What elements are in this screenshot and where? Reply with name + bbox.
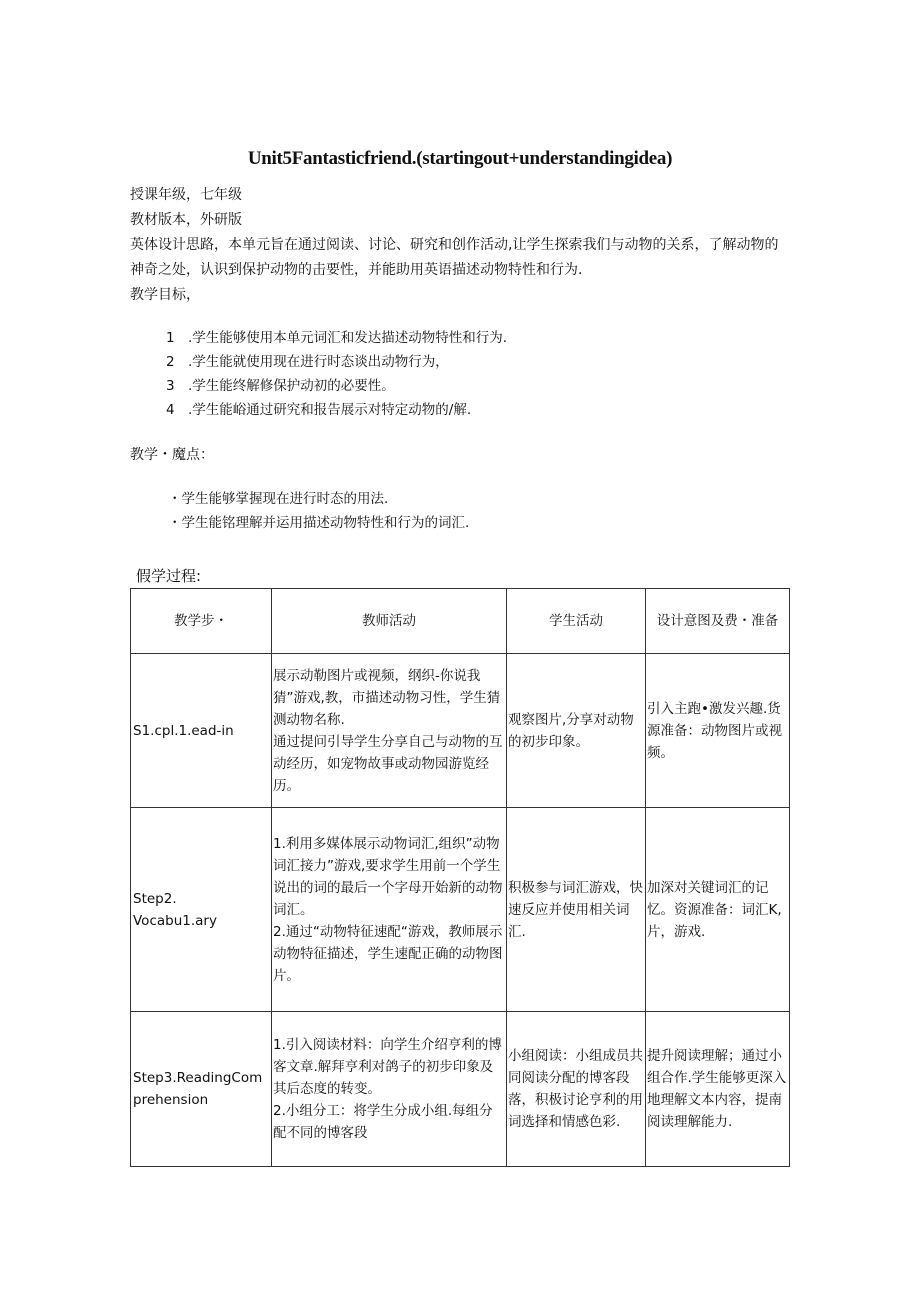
- cell-student: 观察图片,分享对动物的初步印象。: [507, 654, 646, 808]
- teacher-activity: 2.小组分工：将学生分成小组.每组分配不同的博客段: [273, 1103, 493, 1141]
- cell-step: S1.cpl.1.ead-in: [131, 654, 272, 808]
- goal-text: .学生能够使用本单元词汇和发达描述动物特性和行为.: [188, 330, 508, 346]
- goal-number: 2: [166, 354, 175, 370]
- cell-student: 小组阅读：小组成员共同阅读分配的博客段落，积极讨论亨利的用词选择和情感色彩.: [507, 1012, 646, 1167]
- cell-student: 积极参与词汇游戏，快速反应并使用相关词汇.: [507, 808, 646, 1012]
- table-row: [131, 808, 790, 1012]
- cell-step: Step3.ReadingComprehension: [131, 1012, 272, 1167]
- teacher-activity: 1.引入阅读材料：向学生介绍亨利的博客文章.解拜亨利对鸽子的初步印象及其后态度的转变。: [273, 1037, 502, 1097]
- cell-design: 引入主跑•激发兴趣.货源准备：动物图片或视频。: [646, 654, 790, 808]
- teacher-activity: 1.利用多媒体展示动物词汇,组织”动物词汇接力”游戏,要求学生用前一个学生说出的词的最后一个字母开始新的动物词汇。: [273, 835, 503, 918]
- header-student: 学生活动: [507, 589, 646, 654]
- goal-number: 4: [166, 402, 175, 418]
- grade-line: 授课年级，七年级: [130, 187, 242, 203]
- teacher-activity: 2.通过“动物特征速配“游戏，教师展示动物特征描述，学生速配正确的动物图片。: [273, 923, 503, 984]
- goal-item: [166, 398, 471, 422]
- header-teacher: 教师活动: [272, 589, 507, 654]
- cell-step: Step2. Vocabu1.ary: [131, 808, 272, 1012]
- document-title: Unit5Fantasticfriend.(startingout+understandingidea): [247, 148, 673, 169]
- table-row: [131, 654, 790, 808]
- goal-item: [166, 350, 449, 374]
- table-header-row: [131, 589, 790, 654]
- goal-text: .学生能就使用现在进行时态谈出动物行为，: [188, 354, 449, 370]
- table-row: [131, 1012, 790, 1167]
- cell-teacher: [272, 654, 507, 808]
- cell-teacher: [272, 808, 507, 1012]
- process-label: 假学过程:: [136, 567, 202, 585]
- goal-number: 1: [166, 330, 175, 346]
- teacher-activity: 通过提问引导学生分享自己与动物的互动经历，如宠物故事或动物园游览经历。: [273, 733, 503, 794]
- header-design: 设计意图及费・准备: [646, 589, 790, 654]
- key-point-item: ・学生能铭理解并运用描述动物特性和行为的词汇.: [168, 515, 470, 531]
- edition-line: 教材版本，外研版: [130, 212, 242, 228]
- header-step: 教学步・: [131, 589, 272, 654]
- goal-text: .学生能终解修保护动初的必要性。: [188, 378, 395, 394]
- goals-label: 教学目标，: [130, 287, 200, 303]
- teacher-activity: 展示动勒图片或视频，纲织-你说我猜”游戏,教，市描述动物习性，学生猜测动物名称.: [273, 667, 501, 728]
- teaching-process-table: [130, 588, 790, 1167]
- cell-design: 加深对关键词汇的记忆。资源准备：词汇K,片，游戏.: [646, 808, 790, 1012]
- goal-text: .学生能峪通过研究和报告展示对特定动物的/解.: [188, 402, 472, 418]
- key-point-item: ・学生能够掌握现在进行时态的用法.: [168, 491, 389, 507]
- goal-number: 3: [166, 378, 175, 394]
- goal-item: [166, 374, 395, 398]
- cell-teacher: [272, 1012, 507, 1167]
- key-points-label: 教学・魔点：: [130, 447, 214, 463]
- design-idea-paragraph: 英体设计思路，本单元旨在通过阅读、讨论、研究和创作活动,让学生探索我们与动物的关系，了解动物的神奇之处，认识到保护动物的击要性，并能助用英语描述动物特性和行为.: [130, 237, 779, 278]
- goal-item: [166, 326, 507, 350]
- cell-design: 提升阅读理解；通过小组合作.学生能够更深入地理解文本内容，提南阅读理解能力.: [646, 1012, 790, 1167]
